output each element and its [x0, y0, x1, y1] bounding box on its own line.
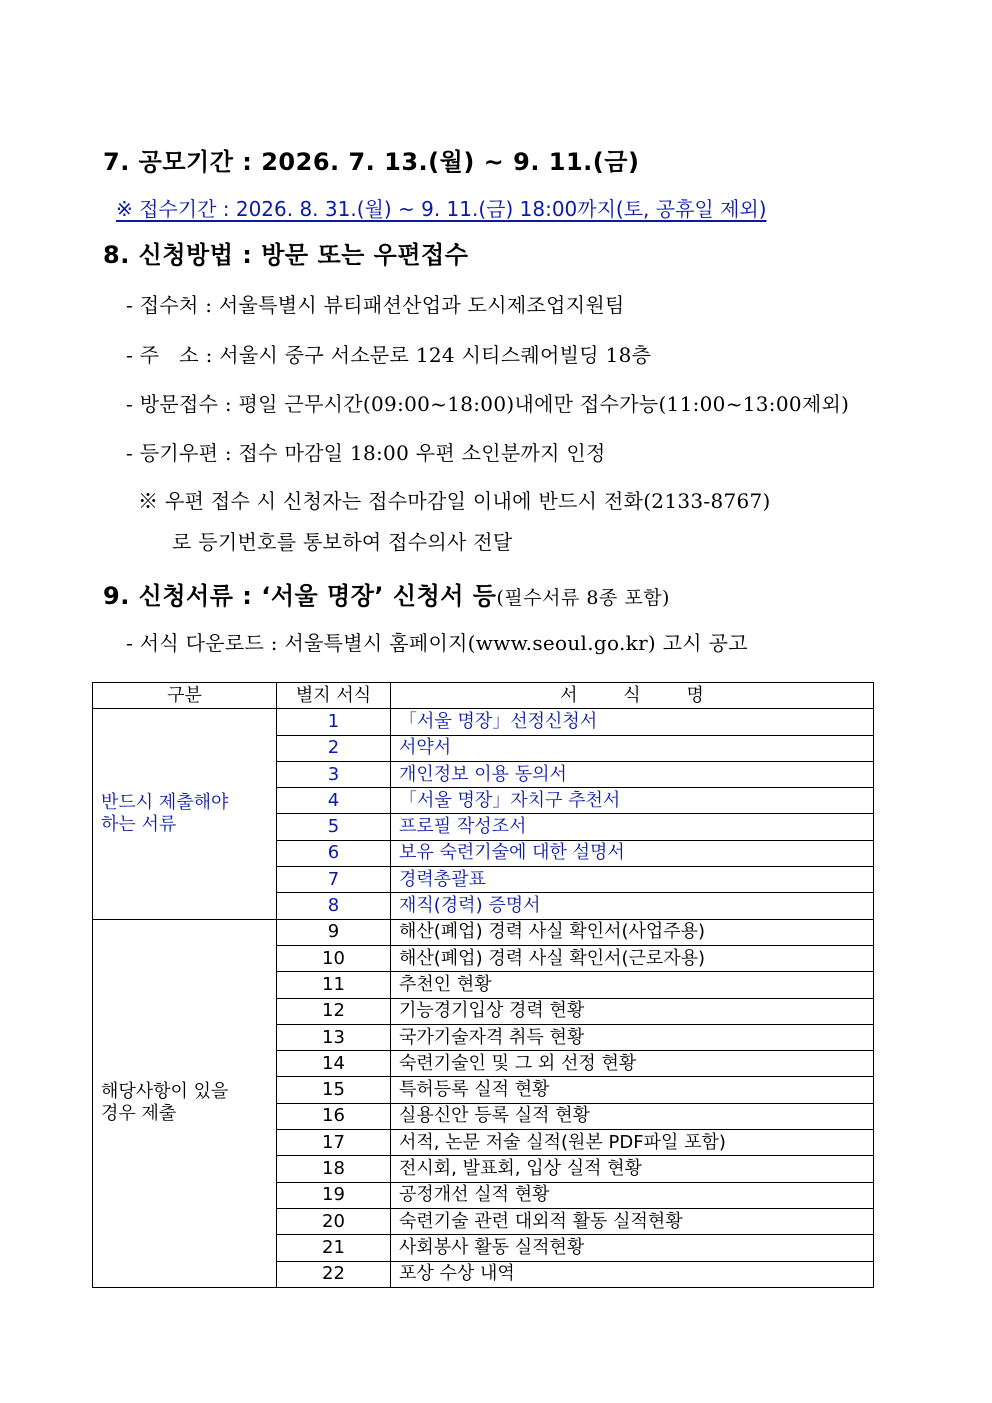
section-9-heading-main: 9. 신청서류 : ‘서울 명장’ 신청서 등 — [103, 582, 497, 610]
form-number: 2 — [277, 735, 391, 761]
form-number: 19 — [277, 1182, 391, 1208]
form-number: 3 — [277, 761, 391, 787]
form-number: 5 — [277, 814, 391, 840]
form-name: 기능경기입상 경력 현황 — [391, 998, 874, 1024]
form-number: 18 — [277, 1156, 391, 1182]
form-number: 15 — [277, 1077, 391, 1103]
section-9-download-note: - 서식 다운로드 : 서울특별시 홈페이지(www.seoul.go.kr) 고시 공고 — [126, 631, 748, 655]
form-number: 8 — [277, 893, 391, 919]
form-name: 서적, 논문 저술 실적(원본 PDF파일 포함) — [391, 1130, 874, 1156]
form-name: 개인정보 이용 동의서 — [391, 761, 874, 787]
form-name: 전시회, 발표회, 입상 실적 현황 — [391, 1156, 874, 1182]
form-name: 「서울 명장」자치구 추천서 — [391, 788, 874, 814]
form-number: 14 — [277, 1051, 391, 1077]
form-name: 프로필 작성조서 — [391, 814, 874, 840]
form-name: 숙련기술 관련 대외적 활동 실적현황 — [391, 1208, 874, 1234]
form-number: 20 — [277, 1208, 391, 1234]
form-name: 「서울 명장」선정신청서 — [391, 709, 874, 735]
table-row — [93, 919, 874, 945]
form-name: 재직(경력) 증명서 — [391, 893, 874, 919]
table-row — [93, 709, 874, 735]
form-name: 추천인 현황 — [391, 972, 874, 998]
section-8-note-line-2: 로 등기번호를 통보하여 접수의사 전달 — [172, 530, 513, 554]
form-name: 숙련기술인 및 그 외 선정 현황 — [391, 1051, 874, 1077]
form-number: 6 — [277, 840, 391, 866]
form-number: 1 — [277, 709, 391, 735]
form-name: 경력총괄표 — [391, 867, 874, 893]
group-label — [93, 919, 277, 1287]
form-number: 9 — [277, 919, 391, 945]
section-8-note-line-1: ※ 우편 접수 시 신청자는 접수마감일 이내에 반드시 전화(2133-8767) — [138, 489, 771, 513]
group-label-line-2: 경우 제출 — [101, 1103, 177, 1125]
forms-table-body — [93, 709, 874, 1288]
form-name: 서약서 — [391, 735, 874, 761]
group-label-line-1: 해당사항이 있을 — [101, 1081, 229, 1103]
form-name: 포상 수상 내역 — [391, 1261, 874, 1287]
section-8-item-office: - 접수처 : 서울특별시 뷰티패션산업과 도시제조업지원팀 — [126, 293, 625, 317]
table-header-row — [93, 683, 874, 709]
group-label-line-2: 하는 서류 — [101, 813, 177, 835]
form-name: 해산(폐업) 경력 사실 확인서(근로자용) — [391, 945, 874, 971]
header-category: 구분 — [93, 683, 277, 709]
form-number: 17 — [277, 1130, 391, 1156]
form-name: 보유 숙련기술에 대한 설명서 — [391, 840, 874, 866]
form-number: 4 — [277, 788, 391, 814]
form-name: 해산(폐업) 경력 사실 확인서(사업주용) — [391, 919, 874, 945]
group-label-line-1: 반드시 제출해야 — [101, 791, 229, 813]
header-form-no: 별지 서식 — [277, 683, 391, 709]
section-7-heading: 7. 공모기간 : 2026. 7. 13.(월) ~ 9. 11.(금) — [103, 148, 640, 176]
form-name: 국가기술자격 취득 현황 — [391, 1024, 874, 1050]
form-number: 13 — [277, 1024, 391, 1050]
form-name: 사회봉사 활동 실적현황 — [391, 1235, 874, 1261]
section-9-heading-sub: (필수서류 8종 포함) — [496, 587, 670, 609]
section-9-heading — [103, 576, 670, 611]
section-8-heading: 8. 신청방법 : 방문 또는 우편접수 — [103, 241, 469, 269]
group-label — [93, 709, 277, 919]
form-number: 22 — [277, 1261, 391, 1287]
form-number: 7 — [277, 867, 391, 893]
header-form-name: 서 식 명 — [391, 683, 874, 709]
section-7-note: ※ 접수기간 : 2026. 8. 31.(월) ~ 9. 11.(금) 18:00까지(토, 공휴일 제외) — [116, 197, 767, 221]
form-name: 실용신안 등록 실적 현황 — [391, 1103, 874, 1129]
form-number: 10 — [277, 945, 391, 971]
form-number: 16 — [277, 1103, 391, 1129]
section-8-item-mail: - 등기우편 : 접수 마감일 18:00 우편 소인분까지 인정 — [126, 441, 606, 465]
forms-table — [92, 682, 874, 1288]
form-number: 11 — [277, 972, 391, 998]
section-8-item-address: - 주 소 : 서울시 중구 서소문로 124 시티스퀘어빌딩 18층 — [126, 343, 652, 367]
form-number: 12 — [277, 998, 391, 1024]
form-name: 특허등록 실적 현황 — [391, 1077, 874, 1103]
form-number: 21 — [277, 1235, 391, 1261]
form-name: 공정개선 실적 현황 — [391, 1182, 874, 1208]
section-8-item-visit: - 방문접수 : 평일 근무시간(09:00~18:00)내에만 접수가능(11:00~13:00제외) — [126, 392, 850, 416]
